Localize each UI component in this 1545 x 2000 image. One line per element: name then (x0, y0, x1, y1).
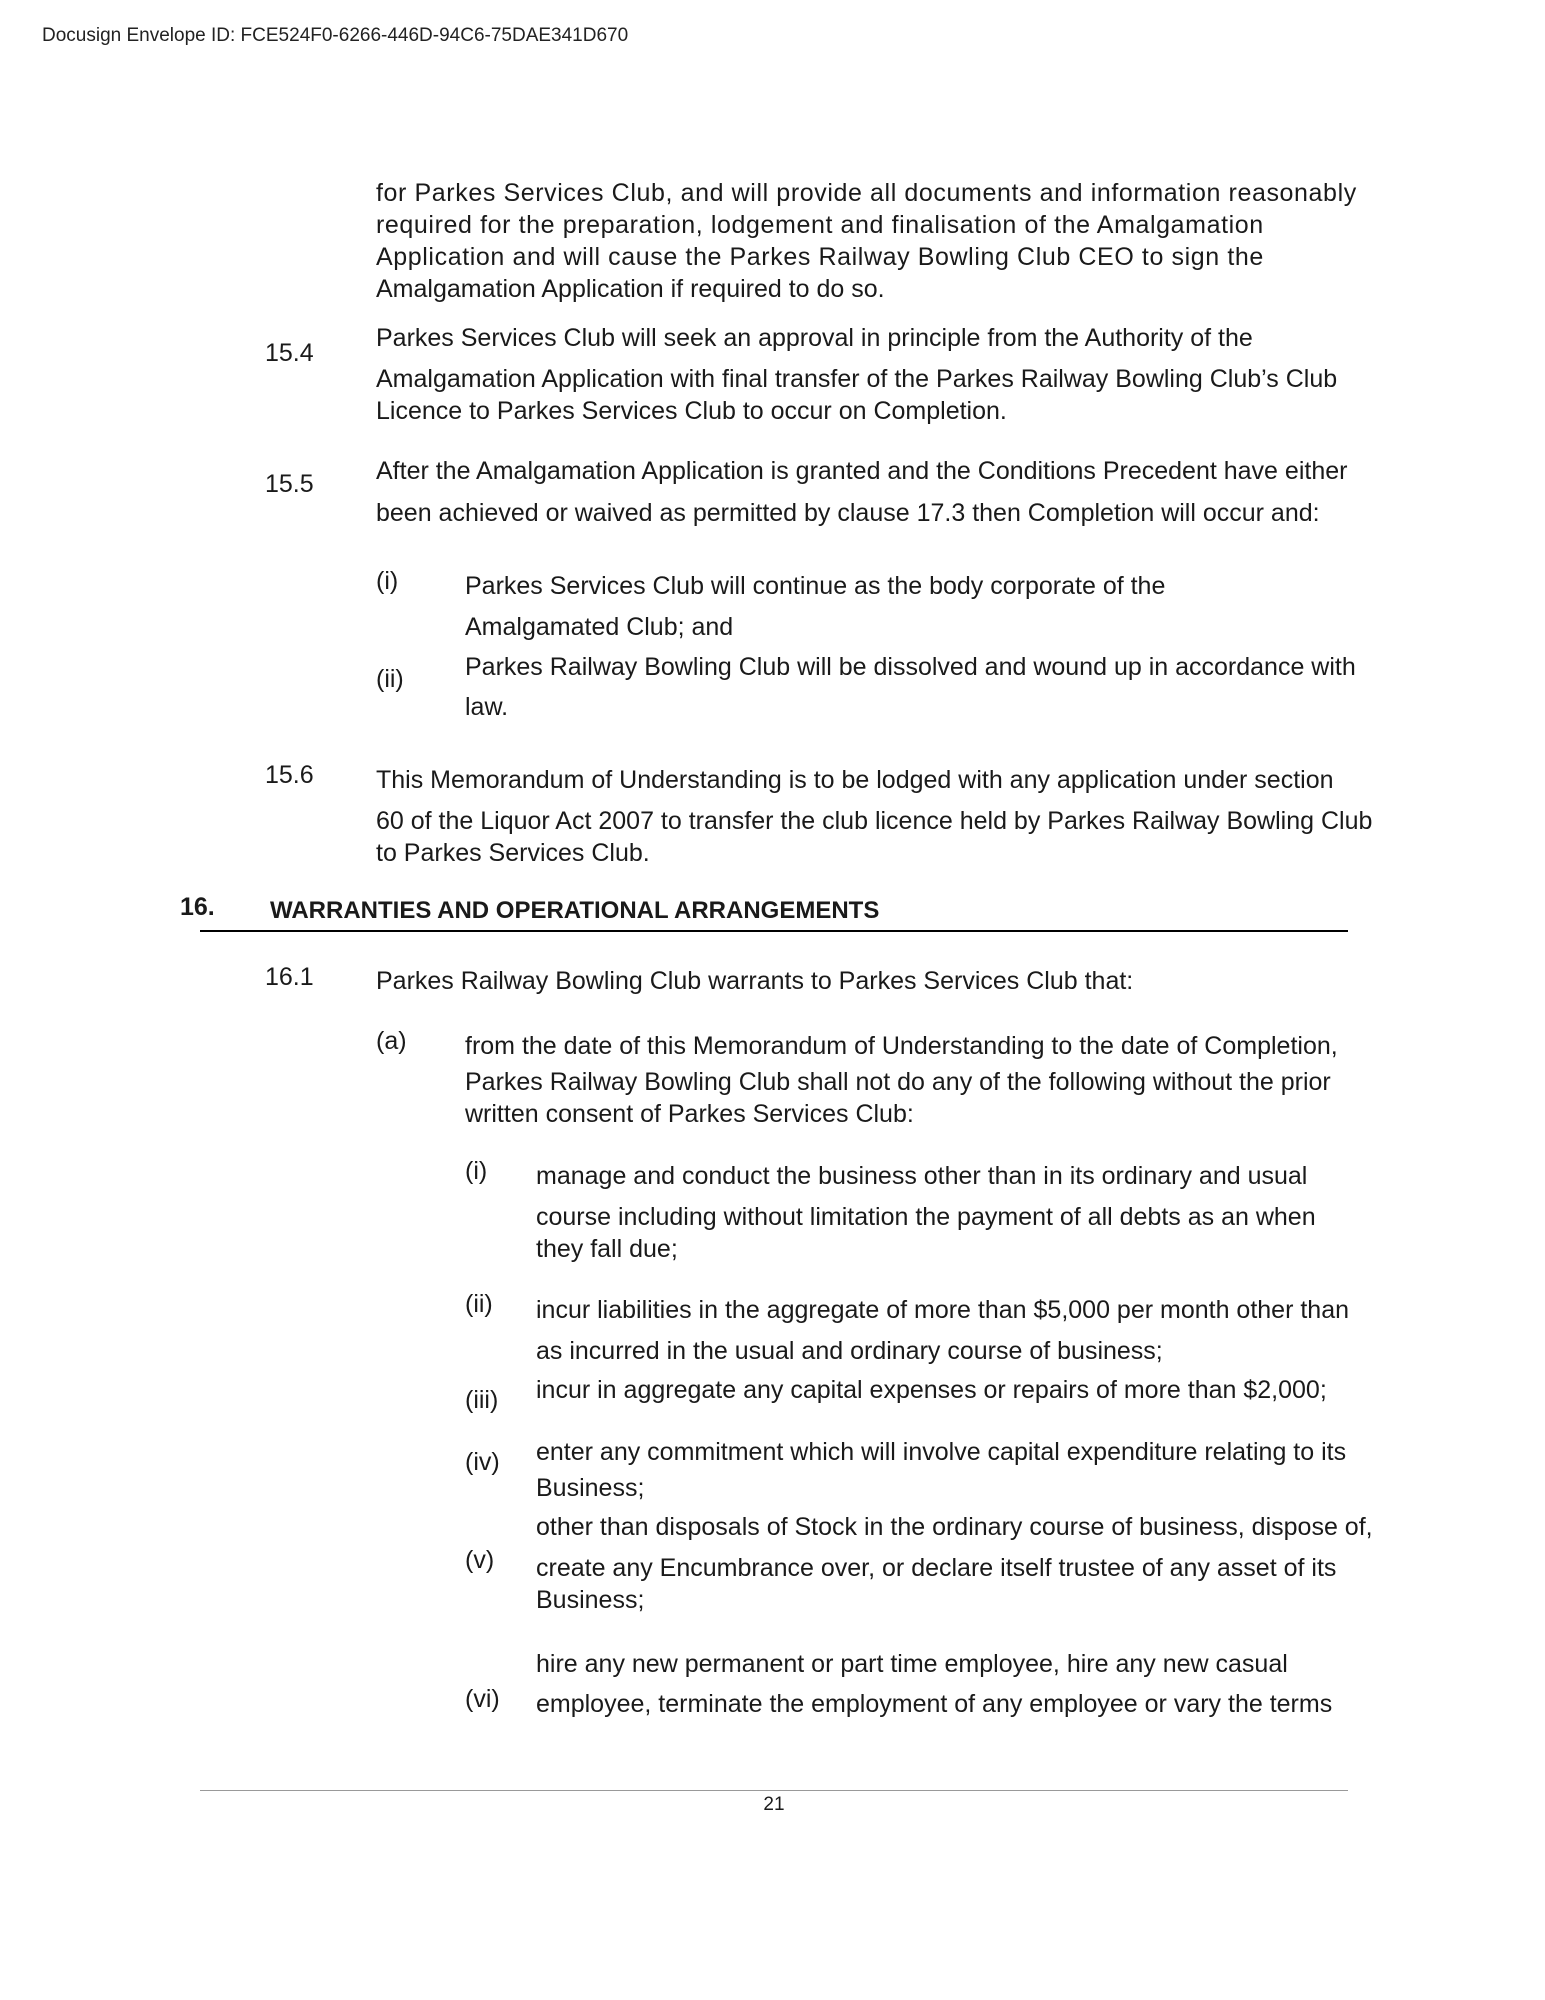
clause-16-1-ii-line-2: as incurred in the usual and ordinary course of business; (536, 1337, 1163, 1365)
clause-16-1-ii-number: (ii) (465, 1290, 493, 1318)
clause-16-1-text: Parkes Railway Bowling Club warrants to Parkes Services Club that: (376, 967, 1134, 995)
continuation-line-3: Application and will cause the Parkes Railway Bowling Club CEO to sign the (376, 243, 1264, 271)
clause-16-1-a-line-3: written consent of Parkes Services Club: (465, 1100, 914, 1128)
clause-15-4-number: 15.4 (265, 339, 314, 367)
section-16-number: 16. (180, 893, 215, 921)
continuation-line-4: Amalgamation Application if required to do so. (376, 275, 885, 303)
continuation-line-2: required for the preparation, lodgement and finalisation of the Amalgamation (376, 211, 1264, 239)
clause-16-1-v-line-2: create any Encumbrance over, or declare itself trustee of any asset of its (536, 1554, 1337, 1582)
clause-16-1-a-number: (a) (376, 1027, 407, 1055)
clause-15-6-line-3: to Parkes Services Club. (376, 839, 650, 867)
clause-16-1-v-line-3: Business; (536, 1586, 645, 1614)
clause-16-1-iii-number: (iii) (465, 1386, 499, 1414)
clause-16-1-iv-line-2: Business; (536, 1474, 645, 1502)
clause-15-6-number: 15.6 (265, 761, 314, 789)
clause-16-1-i-line-2: course including without limitation the payment of all debts as an when (536, 1203, 1316, 1231)
clause-16-1-v-line-1: other than disposals of Stock in the ordinary course of business, dispose of, (536, 1513, 1373, 1541)
clause-16-1-iv-line-1: enter any commitment which will involve capital expenditure relating to its (536, 1438, 1347, 1466)
clause-16-1-iv-number: (iv) (465, 1448, 500, 1476)
clause-15-5-ii-line-1: Parkes Railway Bowling Club will be dissolved and wound up in accordance with (465, 653, 1356, 681)
continuation-line-1: for Parkes Services Club, and will provide all documents and information reasonably (376, 179, 1357, 207)
clause-15-5-i-number: (i) (376, 567, 399, 595)
clause-16-1-number: 16.1 (265, 963, 314, 991)
section-16-heading-rule (200, 930, 1348, 932)
clause-15-5-i-line-1: Parkes Services Club will continue as the body corporate of the (465, 572, 1166, 600)
clause-16-1-ii-line-1: incur liabilities in the aggregate of more than $5,000 per month other than (536, 1296, 1350, 1324)
docusign-envelope-id: Docusign Envelope ID: FCE524F0-6266-446D-94C6-75DAE341D670 (42, 25, 629, 46)
clause-16-1-vi-line-1: hire any new permanent or part time employee, hire any new casual (536, 1650, 1288, 1678)
page-number: 21 (763, 1794, 785, 1815)
section-16-title: WARRANTIES AND OPERATIONAL ARRANGEMENTS (270, 897, 880, 924)
clause-15-6-line-2: 60 of the Liquor Act 2007 to transfer the club licence held by Parkes Railway Bowling Club (376, 807, 1373, 835)
clause-16-1-i-line-3: they fall due; (536, 1235, 678, 1263)
clause-15-5-ii-number: (ii) (376, 665, 404, 693)
clause-16-1-a-line-2: Parkes Railway Bowling Club shall not do any of the following without the prior (465, 1068, 1331, 1096)
clause-15-5-line-1: After the Amalgamation Application is granted and the Conditions Precedent have either (376, 457, 1348, 485)
clause-15-5-i-line-2: Amalgamated Club; and (465, 613, 734, 641)
clause-15-4-line-1: Parkes Services Club will seek an approval in principle from the Authority of the (376, 324, 1253, 352)
footer-rule (200, 1790, 1348, 1791)
clause-16-1-i-line-1: manage and conduct the business other than in its ordinary and usual (536, 1162, 1308, 1190)
clause-15-5-line-2: been achieved or waived as permitted by clause 17.3 then Completion will occur and: (376, 499, 1320, 527)
clause-16-1-iii-line-1: incur in aggregate any capital expenses or repairs of more than $2,000; (536, 1376, 1327, 1404)
clause-16-1-a-line-1: from the date of this Memorandum of Understanding to the date of Completion, (465, 1032, 1338, 1060)
clause-16-1-v-number: (v) (465, 1546, 495, 1574)
clause-15-6-line-1: This Memorandum of Understanding is to be lodged with any application under section (376, 766, 1334, 794)
clause-15-5-ii-line-2: law. (465, 693, 509, 721)
clause-16-1-vi-number: (vi) (465, 1685, 500, 1713)
clause-15-4-line-3: Licence to Parkes Services Club to occur on Completion. (376, 397, 1007, 425)
clause-15-5-number: 15.5 (265, 470, 314, 498)
clause-15-4-line-2: Amalgamation Application with final transfer of the Parkes Railway Bowling Club’s Club (376, 365, 1338, 393)
clause-16-1-vi-line-2: employee, terminate the employment of any employee or vary the terms (536, 1690, 1333, 1718)
clause-16-1-i-number: (i) (465, 1157, 488, 1185)
